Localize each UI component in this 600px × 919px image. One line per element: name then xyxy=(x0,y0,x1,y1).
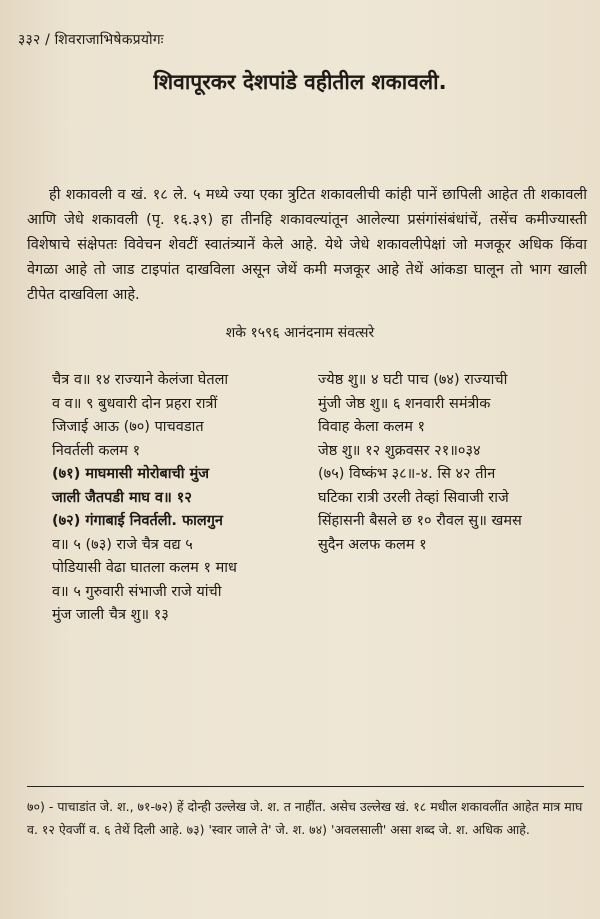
left-line-bold: (७२) गंगाबाई निवर्तली. फालगुन xyxy=(52,513,223,529)
left-line: पोडियासी वेढा घातला कलम १ माध xyxy=(52,560,237,576)
section-title: शिवापूरकर देशपांडे वहीतील शकावली. xyxy=(153,70,447,94)
left-column xyxy=(52,369,284,628)
right-line: सिंहासनी बैसले छ १० रौवल सु॥ खमस xyxy=(318,513,522,529)
left-line: मुंज जाली चैत्र शु॥ १३ xyxy=(52,607,169,623)
right-line: सुदैन अलफ कलम १ xyxy=(318,536,427,553)
right-line: ज्येष्ठ शु॥ ४ घटी पाच (७४) राज्याची xyxy=(318,372,508,388)
right-line: मुंजी जेष्ठ शु॥ ६ शनवारी समंत्रीक xyxy=(318,395,491,412)
right-line: विवाह केला कलम १ xyxy=(318,419,426,435)
right-column xyxy=(318,369,568,557)
left-line: व॥ ५ गुरुवारी संभाजी राजे यांची xyxy=(52,583,222,600)
right-line: जेष्ठ शु॥ १२ शुक्रवसर २१॥०३४ xyxy=(318,442,481,459)
running-head: ३३२ / शिवराजाभिषेकप्रयोगः xyxy=(18,32,164,48)
era-heading: शके १५९६ आनंदनाम संवत्सरे xyxy=(225,325,375,341)
left-line: जिजाई आऊ (७०) पाचवडात xyxy=(52,419,204,435)
left-line-bold: (७१) माघमासी मोरोबाची मुंज xyxy=(52,466,209,482)
left-line: निवर्तली कलम १ xyxy=(52,442,141,459)
left-line-bold: जाली जैतपडी माघ व॥ १२ xyxy=(52,489,192,506)
left-line: व व॥ ९ बुधवारी दोन प्रहरा रात्रीं xyxy=(52,395,218,412)
left-line: चैत्र व॥ १४ राज्याने केलंजा घेतला xyxy=(52,372,229,388)
footnote-rule xyxy=(27,786,584,787)
footnote: ७०) - पाचाडांत जे. श., ७१-७२) हें दोन्ही उल्लेख जे. श. त नाहींत. असेच उल्लेख खं. १८ मधील शकावलींत आहेत मात्र माघ व. १२ ऐवजीं व. ६ तेथें दिली आहे. ७३) 'स्वार जाले ते' जे. श. ७४) 'अवलसाली' असा शब्द जे. श. अधिक आहे. xyxy=(27,799,583,837)
right-line: (७५) विष्कंभ ३८॥-४. सि ४२ तीन xyxy=(318,466,496,482)
intro-paragraph: ही शकावली व खं. १८ ले. ५ मध्ये ज्या एका त्रुटित शकावलीची कांही पानें छापिली आहेत ती शकावली आणि जेधे शकावली (पृ. १६.३९) हा तीनहि शकावल्यांतून आलेल्या प्रसंगांसंबंधांचें, तसेंच कमीज्यास्ती विशेषाचे संक्षेपतः विवेचन शेवटीं स्वातंत्र्यानें केले आहे. येथे जेधे शकावलीपेक्षां जो मजकूर अधिक किंवा वेगळा आहे तो जाड टाइपांत दाखविला असून जेथें कमी मजकूर आहे तेथें आंकडा घालून तो भाग खाली टीपेत दाखविला आहे. xyxy=(27,187,587,303)
left-line: व॥ ५ (७३) राजे चैत्र वद्य ५ xyxy=(52,536,193,553)
right-line: घटिका रात्री उरली तेव्हां सिवाजी राजे xyxy=(318,489,509,506)
